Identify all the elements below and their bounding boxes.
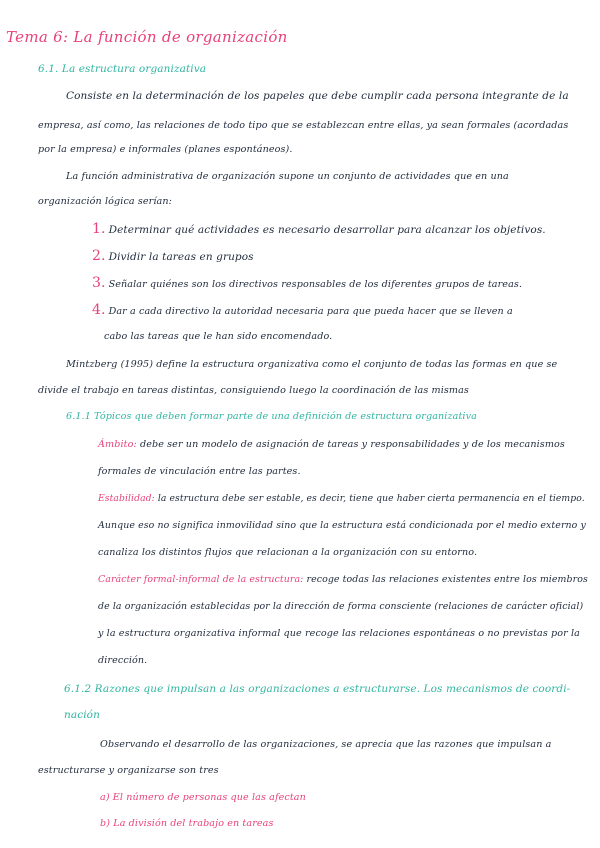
list-number: 4.: [92, 302, 106, 318]
paragraph-line: por la empresa) e informales (planes espontáneos).: [38, 144, 293, 155]
paragraph-line: Consiste en la determinación de los papeles que debe cumplir cada persona integrante de la: [66, 90, 569, 102]
list-item: [92, 276, 522, 292]
paragraph-line: La función administrativa de organización supone un conjunto de actividades que en una: [66, 171, 509, 182]
definition-caracter: [98, 573, 588, 587]
definition-term: Carácter formal-informal de la estructura:: [98, 574, 304, 585]
list-item-continuation: cabo las tareas que le han sido encomendado.: [104, 331, 333, 342]
definition-text: recoge todas las relaciones existentes entre los miembros: [303, 574, 588, 585]
list-text: Determinar qué actividades es necesario desarrollar para alcanzar los objetivos.: [108, 224, 546, 236]
list-number: 1.: [92, 221, 106, 237]
list-number: 3.: [92, 275, 106, 291]
paragraph-line: dirección.: [98, 655, 148, 666]
list-item: [92, 303, 513, 319]
reason-item: a) El número de personas que las afectan: [100, 792, 306, 803]
definition-term: Ámbito:: [98, 439, 137, 450]
section-6-1-heading: 6.1. La estructura organizativa: [38, 63, 207, 75]
reason-item: b) La división del trabajo en tareas: [100, 818, 274, 829]
page-title: Tema 6: La función de organización: [6, 28, 288, 46]
paragraph-line: divide el trabajo en tareas distintas, consiguiendo luego la coordinación de las mismas: [38, 385, 469, 396]
paragraph-line: canaliza los distintos flujos que relacionan a la organización con su entorno.: [98, 547, 478, 558]
paragraph-line: organización lógica serían:: [38, 196, 172, 207]
paragraph-line: estructurarse y organizarse son tres: [38, 765, 219, 776]
definition-ambito: [98, 438, 565, 452]
definition-text: debe ser un modelo de asignación de tareas y responsabilidades y de los mecanismos: [136, 439, 565, 450]
definition-estabilidad: [98, 492, 585, 506]
section-6-1-2-heading-cont: nación: [64, 709, 100, 721]
list-number: 2.: [92, 248, 106, 264]
list-text: Dividir la tareas en grupos: [108, 251, 254, 263]
list-item: [92, 222, 546, 237]
list-text: Dar a cada directivo la autoridad necesaria para que pueda hacer que se lleven a: [108, 306, 513, 317]
paragraph-line: Mintzberg (1995) define la estructura organizativa como el conjunto de todas las formas en que se: [66, 359, 558, 370]
definition-term: Estabilidad:: [98, 493, 155, 504]
definition-text: la estructura debe ser estable, es decir, tiene que haber cierta permanencia en el tiempo.: [154, 493, 585, 504]
list-text: Señalar quiénes son los directivos responsables de los diferentes grupos de tareas.: [108, 279, 523, 290]
paragraph-line: de la organización establecidas por la dirección de forma consciente (relaciones de carácter oficial): [98, 601, 584, 612]
paragraph-line: Aunque eso no significa inmovilidad sino que la estructura está condicionada por el medio externo y: [98, 520, 586, 531]
section-6-1-2-heading: 6.1.2 Razones que impulsan a las organizaciones a estructurarse. Los mecanismos de coordi-: [64, 683, 571, 695]
paragraph-line: formales de vinculación entre las partes.: [98, 466, 301, 477]
paragraph-line: empresa, así como, las relaciones de todo tipo que se establezcan entre ellas, ya sean formales (acordadas: [38, 120, 569, 131]
paragraph-line: y la estructura organizativa informal que recoge las relaciones espontáneas o no previstas por la: [98, 628, 580, 639]
list-item: [92, 249, 254, 264]
paragraph-line: Observando el desarrollo de las organizaciones, se aprecia que las razones que impulsan a: [100, 739, 552, 750]
section-6-1-1-heading: 6.1.1 Tópicos que deben formar parte de una definición de estructura organizativa: [66, 411, 477, 422]
